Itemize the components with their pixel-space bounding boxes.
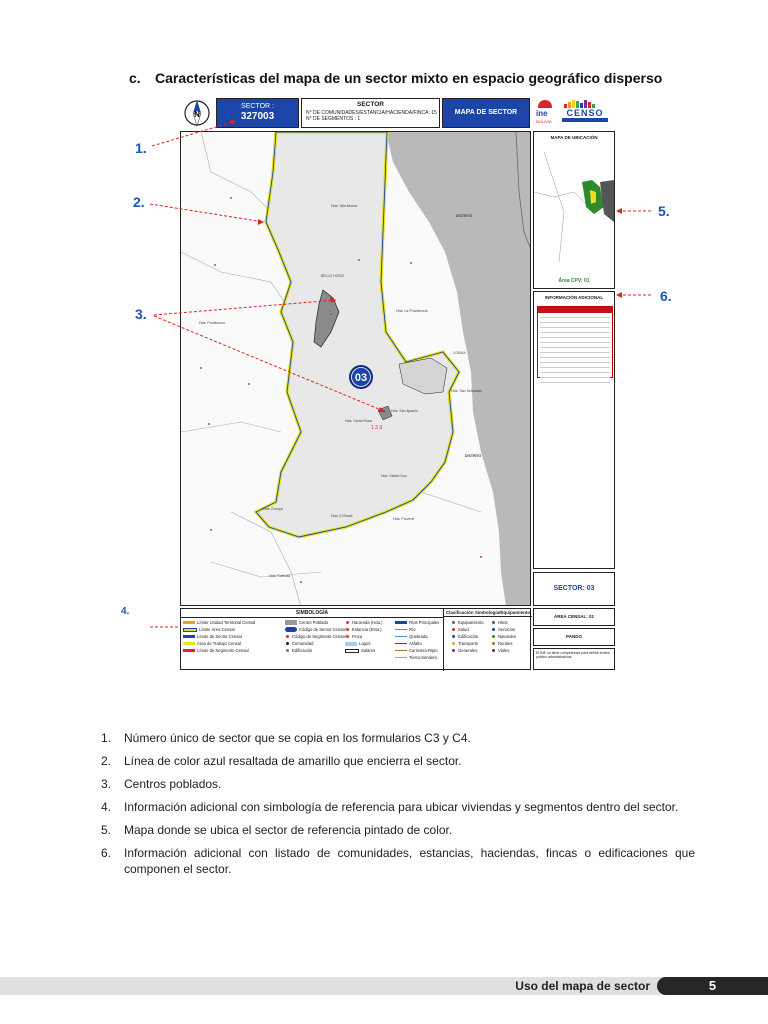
disclaimer-note: El INE no tiene competencia para definir límites político administrativos. xyxy=(533,648,615,670)
segment-badge: 03 xyxy=(354,372,368,384)
svg-text:Hda. San Ignacio: Hda. San Ignacio xyxy=(391,409,418,413)
callout-5: 5. xyxy=(658,203,670,219)
list-item: 2. Línea de color azul resaltada de amarillo que encierra el sector. xyxy=(101,754,462,768)
sector-info-line1: N° DE COMUNIDADES/ESTANCIA/HACIENDA/FINCA: 15 xyxy=(306,110,437,116)
svg-text:Hda. El Rosal: Hda. El Rosal xyxy=(331,514,353,518)
location-map-panel xyxy=(533,131,615,289)
page-footer xyxy=(0,977,768,995)
callout-3: 3. xyxy=(135,306,147,322)
legend-title: SIMBOLOGÍA xyxy=(181,609,443,618)
svg-text:Hda. Porvenir: Hda. Porvenir xyxy=(393,517,415,521)
sector-number-box xyxy=(216,98,299,128)
sector-info-line2: N° DE SEGMENTOS : 1 xyxy=(306,116,361,122)
map-title-box: MAPA DE SECTOR xyxy=(442,98,530,128)
callout-6: 6. xyxy=(660,288,672,304)
census-info xyxy=(533,608,615,670)
svg-text:Hda. Santa Cruz: Hda. Santa Cruz xyxy=(381,474,407,478)
svg-text:Hda. San Sebastián: Hda. San Sebastián xyxy=(451,389,483,393)
section-heading xyxy=(129,70,662,86)
additional-info-panel xyxy=(533,291,615,569)
censo-logo-text: CENSO xyxy=(566,108,604,118)
sector-map xyxy=(180,131,531,606)
censo-logo xyxy=(558,100,612,126)
explanation-list xyxy=(101,730,695,884)
callout-1: 1. xyxy=(135,140,147,156)
communities-table xyxy=(537,306,613,378)
ine-logo: ine BOLIVIA xyxy=(536,100,554,124)
svg-text:1 3 3: 1 3 3 xyxy=(371,425,383,431)
svg-text:Hda. Europa: Hda. Europa xyxy=(263,507,283,511)
svg-text:Hda. Soledad: Hda. Soledad xyxy=(269,574,291,578)
compass-icon xyxy=(180,98,214,128)
logos xyxy=(532,98,615,128)
legend-col-landmarks: Hitos Servicios Naturales Rurales Viales xyxy=(491,619,516,654)
sector-info-title: SECTOR xyxy=(357,101,384,108)
svg-text:Hda. Santa Rosa: Hda. Santa Rosa xyxy=(345,419,372,423)
area-censal: ÁREA CENSAL: 01 xyxy=(533,608,615,626)
legend xyxy=(180,608,531,670)
list-item: 6. Información adicional con listado de comunidades, estancias, haciendas, fincas o edificaciones que componen el sector. xyxy=(101,846,695,876)
additional-info-title: INFORMACIÓN ADICIONAL xyxy=(544,295,604,300)
list-item: 5. Mapa donde se ubica el sector de referencia pintado de color. xyxy=(101,823,453,837)
legend-col-places: Hacienda (Hda.) Estancia (Esta.) Finca Lagos Salares xyxy=(345,619,383,654)
callout-2: 2. xyxy=(133,194,145,210)
svg-text:Hda. Villa Nueva: Hda. Villa Nueva xyxy=(331,204,358,208)
sector-number: 327003 xyxy=(240,111,275,122)
legend-col-equipment: Equipamiento Salud Edificación Transporte Generales xyxy=(451,619,484,654)
sector-footer-box: SECTOR: 03 xyxy=(533,572,615,606)
svg-text:N: N xyxy=(194,110,200,119)
location-map-title: MAPA DE UBICACIÓN xyxy=(550,135,598,140)
ine-logo-text: ine xyxy=(536,109,548,118)
location-map xyxy=(534,152,614,262)
section-title: Características del mapa de un sector mixto en espacio geográfico disperso xyxy=(155,70,663,86)
north-arrow xyxy=(180,98,214,128)
department: PANDO xyxy=(533,628,615,646)
list-item: 4. Información adicional con simbología de referencia para ubicar viviendas y segmentos dentro del sector. xyxy=(101,800,679,814)
legend-col-roads: Ríos Principales Río Quebrada Asfalto Carretera-Ripio Tierra-Sendero xyxy=(395,619,439,661)
list-item: 1. Número único de sector que se copia en los formularios C3 y C4. xyxy=(101,731,471,745)
footer-title: Uso del mapa de sector xyxy=(515,979,650,993)
legend-col-codes: Centro Poblado Código de Sector Censal Código de Segmento Censal Comunidad Edificación xyxy=(285,619,346,654)
map-sheet xyxy=(180,98,615,670)
callout-4: 4. xyxy=(121,606,130,617)
section-letter: c. xyxy=(129,70,141,86)
svg-text:COBIJA: COBIJA xyxy=(453,351,466,355)
svg-text:Hda. Pontecorvo: Hda. Pontecorvo xyxy=(199,321,226,325)
sector-info-box xyxy=(301,98,440,128)
sector-map-drawing xyxy=(181,132,531,606)
svg-text:DISTRITO: DISTRITO xyxy=(465,454,482,458)
area-label: Área CPV: 01 xyxy=(558,278,590,284)
svg-text:DISTRITO: DISTRITO xyxy=(456,214,473,218)
sector-label: SECTOR : xyxy=(241,103,274,110)
list-item: 3. Centros poblados. xyxy=(101,777,222,791)
page-number: 5 xyxy=(657,977,768,995)
svg-text:BELLO HORIZ: BELLO HORIZ xyxy=(321,274,345,278)
legend-classification-title: Clasificación Simbología/Equipamiento xyxy=(443,609,532,617)
svg-text:Hda. La Providencia: Hda. La Providencia xyxy=(396,309,428,313)
legend-col-limits: Límite Unidad Territorial Censal Límite Área Censal Límite de Sector Censal Área de Trabajo Censal Límite de Segmento Censal xyxy=(183,619,255,654)
